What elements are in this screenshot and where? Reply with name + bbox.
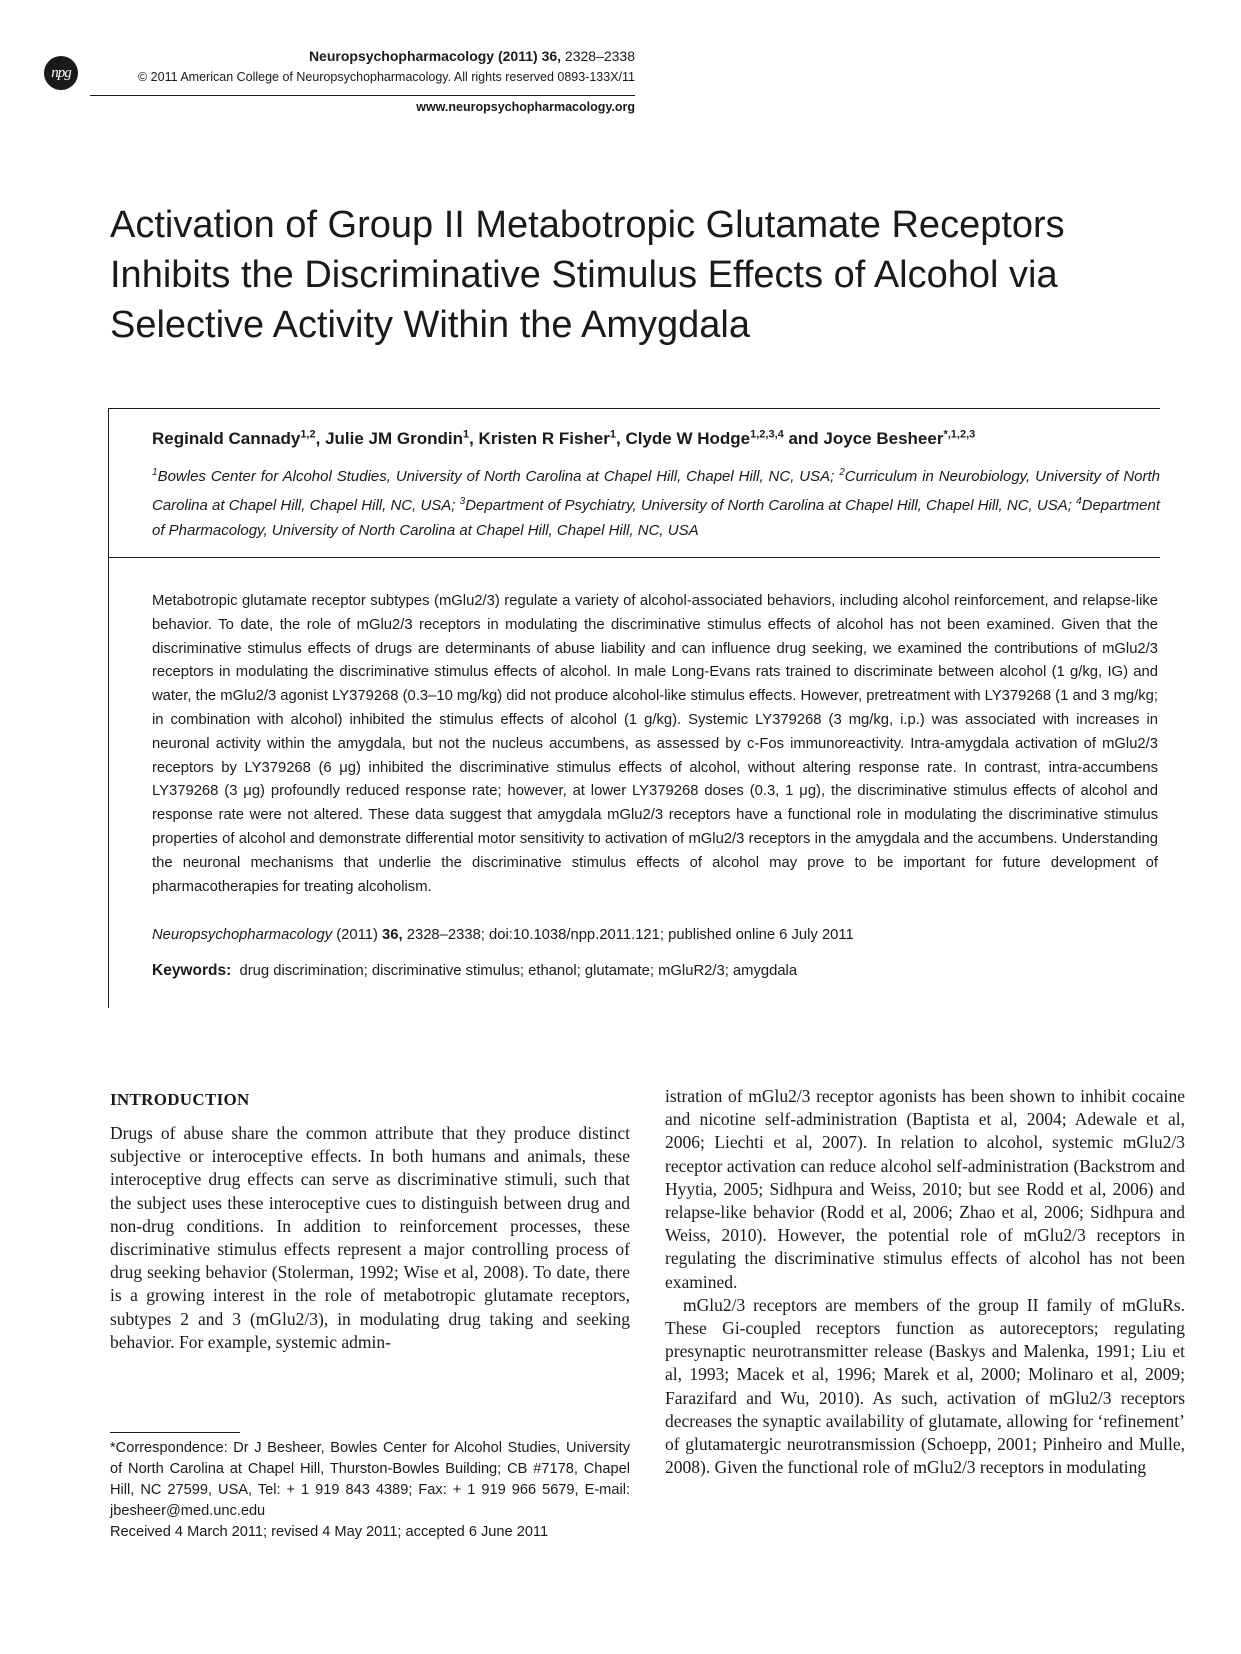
keywords [152, 962, 1158, 980]
body-paragraph: istration of mGlu2/3 receptor agonists has been shown to inhibit cocaine and nicotine self-administration (Baptista et al, 2004; Adewale et al, 2006; Liechti et al, 2007). In relation to alcohol, systemic mGlu2/3 receptor activation can reduce alcohol self-administration (Backstrom and Hyytia, 2005; Sidhpura and Weiss, 2010; but see Rodd et al, 2006) and relapse-like behavior (Rodd et al, 2006; Zhao et al, 2006; Sidhpura and Weiss, 2010). However, the potential role of mGlu2/3 receptors in regulating the discriminative stimulus effects of alcohol has not been examined. [665, 1086, 1185, 1292]
author-box-left-rule [108, 408, 109, 1008]
affiliation: $^4$Department of Pharmacology, University of North Carolina at Chapel Hill, Chapel Hill, NC, USA [152, 496, 1160, 539]
right-column [665, 1085, 1185, 1479]
affiliation: $^2$Curriculum in Neurobiology, University of North Carolina at Chapel Hill, Chapel Hill, NC, USA; [152, 467, 1160, 514]
journal-name: Neuropsychopharmacology (2011) 36, [308, 48, 562, 64]
journal-reference [90, 48, 635, 64]
body-paragraph: mGlu2/3 receptors are members of the group II family of mGluRs. These Gi-coupled receptors function as autoreceptors; regulating presynaptic neurotransmitter release (Baskys and Malenka, 1991; Liu et al, 1993; Macek et al, 1996; Marek et al, 2000; Molinaro et al, 2009; Farazifard and Wu, 2010). As such, activation of mGlu2/3 receptors decreases the synaptic availability of glutamate, allowing for ‘refinement’ of glutamatergic neurotransmission (Schoepp, 2001; Pinheiro and Mulle, 2008). Given the functional role of mGlu2/3 receptors in modulating [665, 1294, 1185, 1478]
title-line-2: Inhibits the Discriminative Stimulus Effects of Alcohol via [110, 254, 1058, 296]
affiliation: $^3$Department of Psychiatry, University of North Carolina at Chapel Hill, Chapel Hill, NC, USA; [459, 496, 1077, 514]
section-heading-introduction: INTRODUCTION [110, 1090, 250, 1109]
author: Clyde W Hodge$^{1,2,3,4}$ and [625, 428, 824, 448]
abstract: Metabotropic glutamate receptor subtypes (mGlu2/3) regulate a variety of alcohol-associated behaviors, including alcohol reinforcement, and relapse-like behavior. To date, the role of mGlu2/3 receptors in modulating the discriminative stimulus effects of alcohol has not been examined. Given that the discriminative stimulus effects of drugs are determinants of abuse liability and can influence drug seeking, we examined the contributions of mGlu2/3 receptors in modulating the discriminative stimulus effects of alcohol. In male Long-Evans rats trained to discriminate between alcohol (1 g/kg, IG) and water, the mGlu2/3 agonist LY379268 (0.3–10 mg/kg) did not produce alcohol-like stimulus effects. However, pretreatment with LY379268 (1 and 3 mg/kg; in combination with alcohol) inhibited the stimulus effects of alcohol (1 g/kg). Systemic LY379268 (3 mg/kg, i.p.) was associated with increases in neuronal activity within the amygdala, but not the nucleus accumbens, as assessed by c-Fos immunoreactivity. Intra-amygdala activation of mGlu2/3 receptors by LY379268 (6 μg) inhibited the discriminative stimulus effects of alcohol, without altering response rate. In contrast, intra-accumbens LY379268 (3 μg) profoundly reduced response rate; however, at lower LY379268 doses (0.3, 1 μg), the discriminative stimulus effects of alcohol and response rate were not altered. These data suggest that amygdala mGlu2/3 receptors have a functional role in modulating the discriminative stimulus properties of alcohol and demonstrate differential motor sensitivity to activation of mGlu2/3 receptors in the amygdala and the accumbens. Understanding the neuronal mechanisms that underlie the discriminative stimulus effects of alcohol may prove to be important for future development of pharmacotherapies for treating alcoholism. [152, 593, 1158, 895]
citation-details: 2328–2338; doi:10.1038/npp.2011.121; published online 6 July 2011 [402, 927, 854, 943]
author: Reginald Cannady$^{1,2}$, [152, 428, 326, 448]
affiliation: $^1$Bowles Center for Alcohol Studies, University of North Carolina at Chapel Hill, Chapel Hill, NC, USA; [152, 467, 840, 485]
author-list [152, 428, 1152, 449]
correspondence-footnote: *Correspondence: Dr J Besheer, Bowles Center for Alcohol Studies, University of North Carolina at Chapel Hill, Thurston-Bowles Building; CB #7178, Chapel Hill, NC 27599, USA, Tel: + 1 919 843 4389; Fax: + 1 919 966 5679, E-mail: jbesheer@med.unc.edu [110, 1440, 630, 1519]
author-box-top-rule [108, 408, 1160, 409]
article-title [110, 200, 1170, 350]
author: Kristen R Fisher$^1$, [478, 428, 626, 448]
title-line-1: Activation of Group II Metabotropic Glutamate Receptors [110, 204, 1065, 246]
keywords-text: drug discrimination; discriminative stimulus; ethanol; glutamate; mGluR2/3; amygdala [239, 963, 798, 979]
body-paragraph: Drugs of abuse share the common attribute that they produce distinct subjective or interoceptive effects. In both humans and animals, these interoceptive drug effects can serve as discriminative stimuli, such that the subject uses these interoceptive cues to distinguish between drug and non-drug conditions. In addition to reinforcement processes, these discriminative stimulus effects represent a major controlling process of drug seeking behavior (Stolerman, 1992; Wise et al, 2008). To date, there is a growing interest in the role of metabotropic glutamate receptors, subtypes 2 and 3 (mGlu2/3), in modulating drug taking and seeking behavior. For example, systemic admin- [110, 1123, 630, 1352]
citation-line: Neuropsychopharmacology (2011) 36, 2328–2338; doi:10.1038/npp.2011.121; published online 6 July 2011 [152, 927, 854, 943]
received-dates: Received 4 March 2011; revised 4 May 2011; accepted 6 June 2011 [110, 1524, 549, 1540]
citation-volume: 36, [382, 927, 403, 943]
journal-pages: 2328–2338 [564, 48, 635, 64]
affiliation-list [152, 460, 1160, 543]
copyright-notice: © 2011 American College of Neuropsychopharmacology. All rights reserved 0893-133X/11 [138, 70, 635, 84]
header-divider [90, 95, 635, 96]
author: Julie JM Grondin$^1$, [325, 428, 479, 448]
author: Joyce Besheer$^{*,1,2,3}$ [823, 428, 976, 448]
footnote-divider [110, 1432, 240, 1433]
citation-journal: Neuropsychopharmacology [152, 927, 333, 943]
journal-website-link[interactable]: www.neuropsychopharmacology.org [416, 100, 635, 114]
keywords-label: Keywords: [152, 962, 232, 979]
title-line-3: Selective Activity Within the Amygdala [110, 304, 750, 346]
npg-logo: npg [44, 56, 78, 90]
author-box-mid-rule [108, 557, 1160, 558]
